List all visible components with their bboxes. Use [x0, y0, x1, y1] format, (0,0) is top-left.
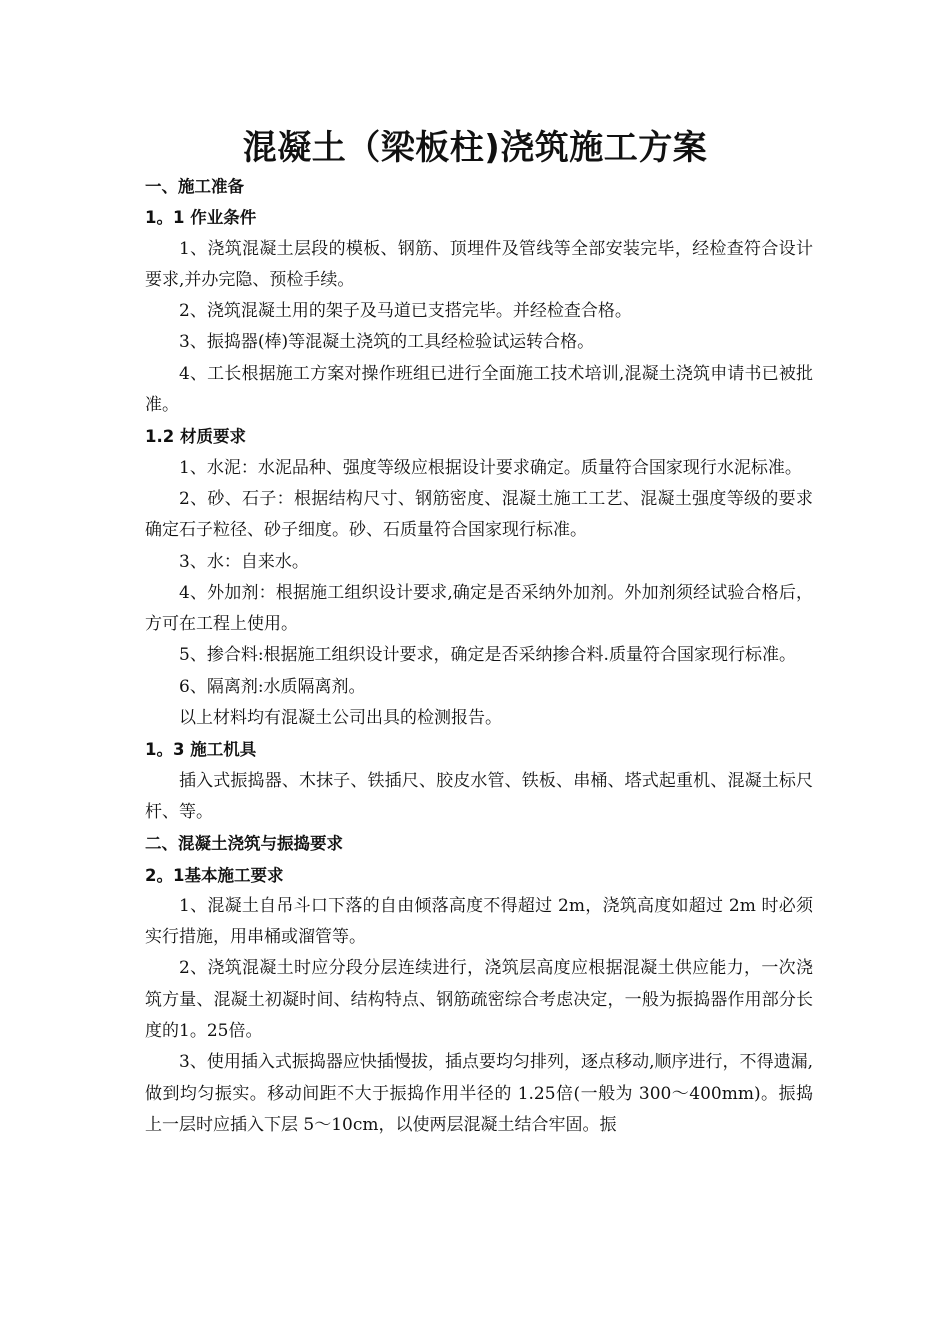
- paragraph: 3、水：自来水。: [179, 551, 309, 572]
- section-heading: 1。1 作业条件: [145, 208, 257, 228]
- section-heading: 1。3 施工机具: [145, 740, 257, 760]
- section-heading: 1.2 材质要求: [145, 427, 246, 447]
- paragraph: 1、浇筑混凝土层段的模板、钢筋、顶埋件及管线等全部安装完毕，经检查符合设计要求,并办完隐、预检手续。: [145, 238, 813, 290]
- paragraph: 4、工长根据施工方案对操作班组已进行全面施工技术培训,混凝土浇筑申请书已被批准。: [145, 363, 813, 416]
- paragraph: 6、隔离剂:水质隔离剂。: [179, 676, 366, 697]
- paragraph: 以上材料均有混凝土公司出具的检测报告。: [179, 708, 502, 729]
- document-title: 混凝土（梁板柱)浇筑施工方案: [242, 128, 708, 168]
- paragraph: 1、混凝土自吊斗口下落的自由倾落高度不得超过 2m，浇筑高度如超过 2m 时必须实行措施，用串桶或溜管等。: [145, 895, 813, 948]
- paragraph: 4、外加剂：根据施工组织设计要求,确定是否采纳外加剂。外加剂须经试验合格后，方可在工程上使用。: [145, 582, 813, 635]
- document-body: [145, 171, 813, 1141]
- paragraph: 2、浇筑混凝土用的架子及马道已支搭完毕。并经检查合格。: [179, 301, 632, 322]
- paragraph: 3、使用插入式振捣器应快插慢拔，插点要均匀排列，逐点移动,顺序进行，不得遗漏,做到均匀振实。移动间距不大于振捣作用半径的 1.25倍(一般为 300～400mm)。振捣上一层时应插入下层 5～10cm，以使两层混凝土结合牢固。振: [145, 1052, 813, 1135]
- section-heading: 一、施工准备: [145, 177, 244, 196]
- paragraph: 插入式振捣器、木抹子、铁插尺、胶皮水管、铁板、串桶、塔式起重机、混凝土标尺杆、等。: [145, 770, 813, 822]
- paragraph: 3、振捣器(棒)等混凝土浇筑的工具经检验试运转合格。: [179, 332, 595, 353]
- paragraph: 1、水泥：水泥品种、强度等级应根据设计要求确定。质量符合国家现行水泥标准。: [179, 457, 802, 478]
- section-heading: 二、混凝土浇筑与振捣要求: [145, 834, 343, 854]
- paragraph: 5、掺合料:根据施工组织设计要求，确定是否采纳掺合料.质量符合国家现行标准。: [179, 645, 796, 666]
- paragraph: 2、浇筑混凝土时应分段分层连续进行，浇筑层高度应根据混凝土供应能力，一次浇筑方量、混凝土初凝时间、结构特点、钢筋疏密综合考虑决定，一般为振捣器作用部分长度的1。25倍。: [145, 958, 813, 1042]
- paragraph: 2、砂、石子：根据结构尺寸、钢筋密度、混凝土施工工艺、混凝土强度等级的要求确定石子粒径、砂子细度。砂、石质量符合国家现行标准。: [145, 488, 813, 541]
- section-heading: 2。1基本施工要求: [145, 865, 284, 885]
